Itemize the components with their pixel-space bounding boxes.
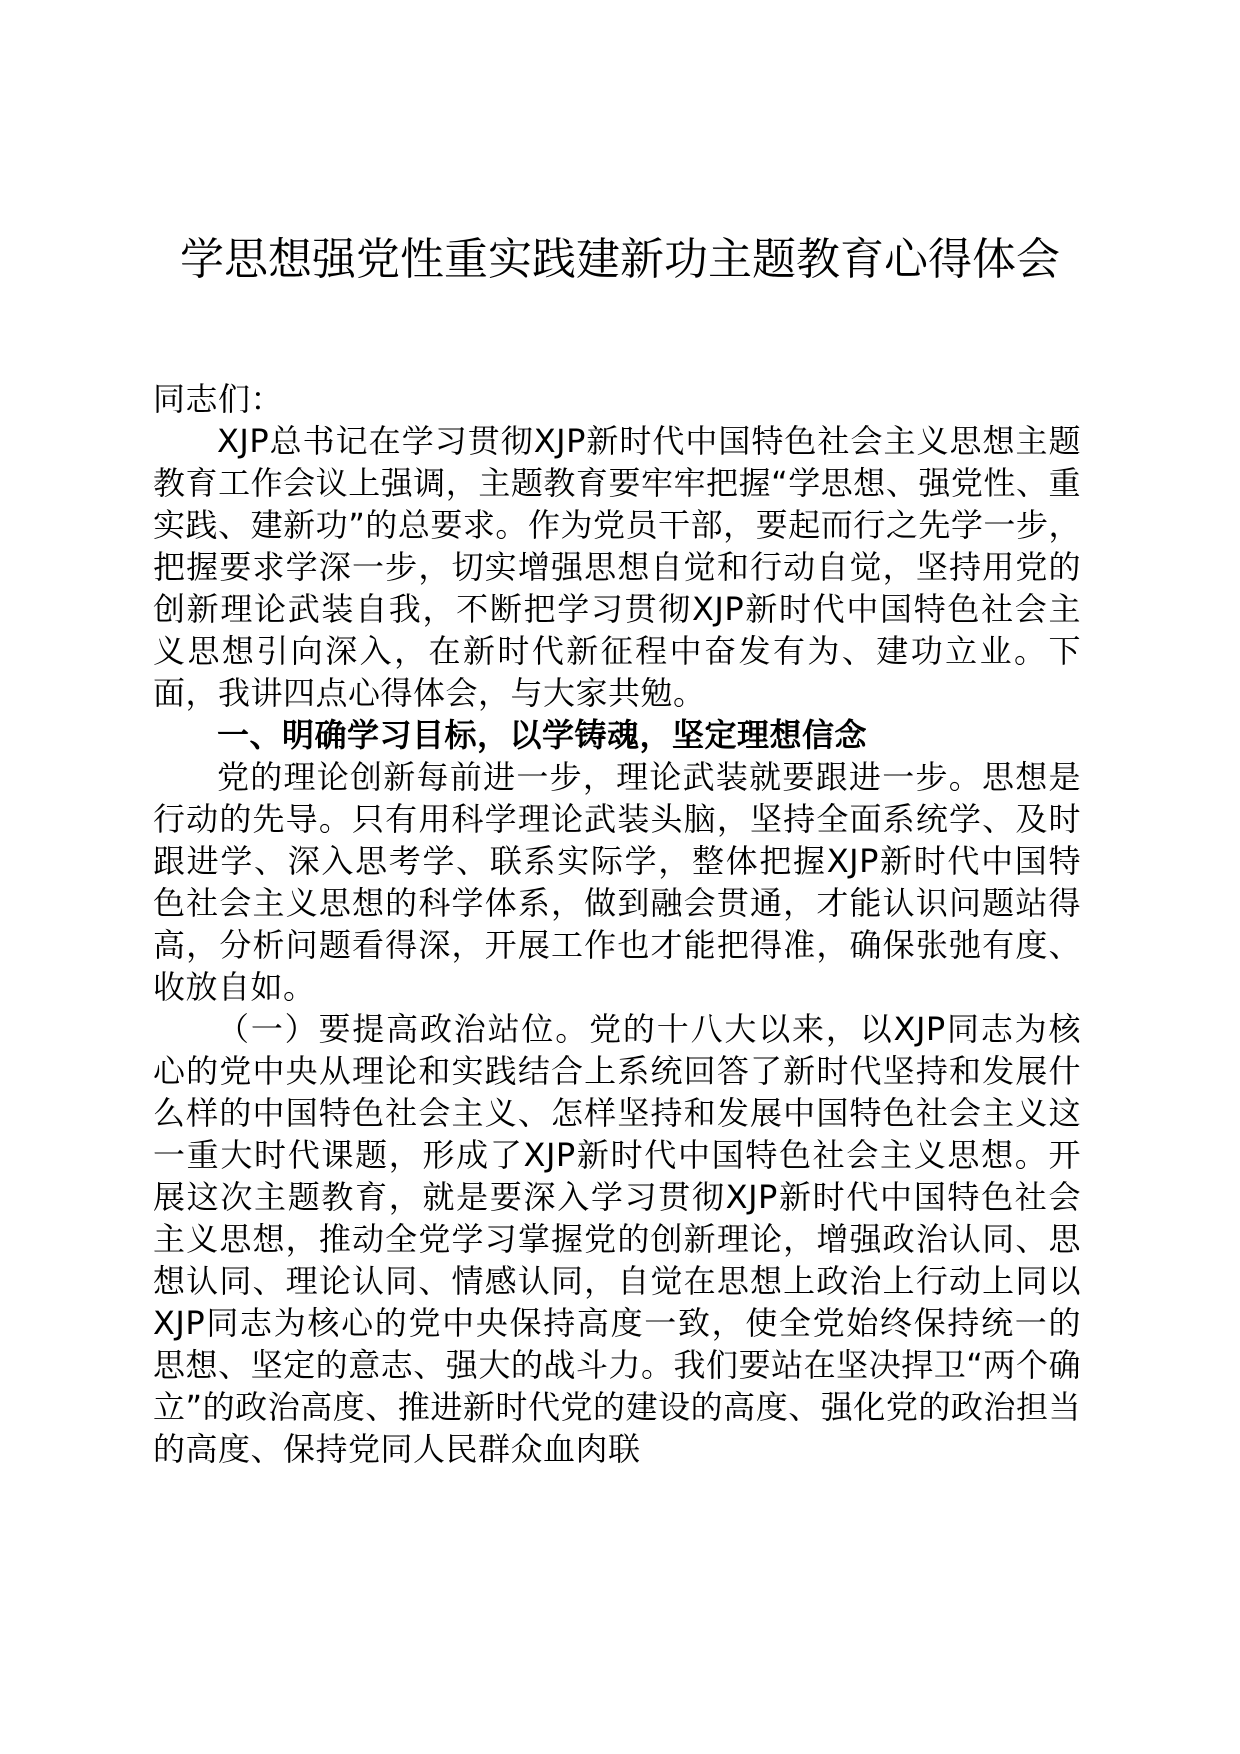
document-title: 学思想强党性重实践建新功主题教育心得体会 bbox=[180, 234, 1060, 285]
paragraph-section-1: 党的理论创新每前进一步，理论武装就要跟进一步。思想是行动的先导。只有用科学理论武装头脑，坚持全面系统学、及时跟进学、深入思考学、联系实际学，整体把握XJP新时代中国特色社会主义思想的科学体系，做到融会贯通，才能认识问题站得高，分析问题看得深，开展工作也才能把得准，确保张弛有度、收放自如。 bbox=[153, 758, 1081, 1006]
section-heading-1: 一、明确学习目标，以学铸魂，坚定理想信念 bbox=[217, 716, 868, 754]
greeting: 同志们： bbox=[153, 380, 284, 418]
document-body bbox=[153, 378, 1081, 1470]
paragraph-intro: XJP总书记在学习贯彻XJP新时代中国特色社会主义思想主题教育工作会议上强调，主题教育要牢牢把握“学思想、强党性、重实践、建新功”的总要求。作为党员干部，要起而行之先学一步，把握要求学深一步，切实增强思想自觉和行动自觉，坚持用党的创新理论武装自我，不断把学习贯彻XJP新时代中国特色社会主义思想引向深入，在新时代新征程中奋发有为、建功立业。下面，我讲四点心得体会，与大家共勉。 bbox=[153, 422, 1081, 712]
paragraph-subsection-1: （一）要提高政治站位。党的十八大以来，以XJP同志为核心的党中央从理论和实践结合上系统回答了新时代坚持和发展什么样的中国特色社会主义、怎样坚持和发展中国特色社会主义这一重大时代课题，形成了XJP新时代中国特色社会主义思想。开展这次主题教育，就是要深入学习贯彻XJP新时代中国特色社会主义思想，推动全党学习掌握党的创新理论，增强政治认同、思想认同、理论认同、情感认同，自觉在思想上政治上行动上同以XJP同志为核心的党中央保持高度一致，使全党始终保持统一的思想、坚定的意志、强大的战斗力。我们要站在坚决捍卫“两个确立”的政治高度、推进新时代党的建设的高度、强化党的政治担当的高度、保持党同人民群众血肉联 bbox=[153, 1010, 1081, 1468]
